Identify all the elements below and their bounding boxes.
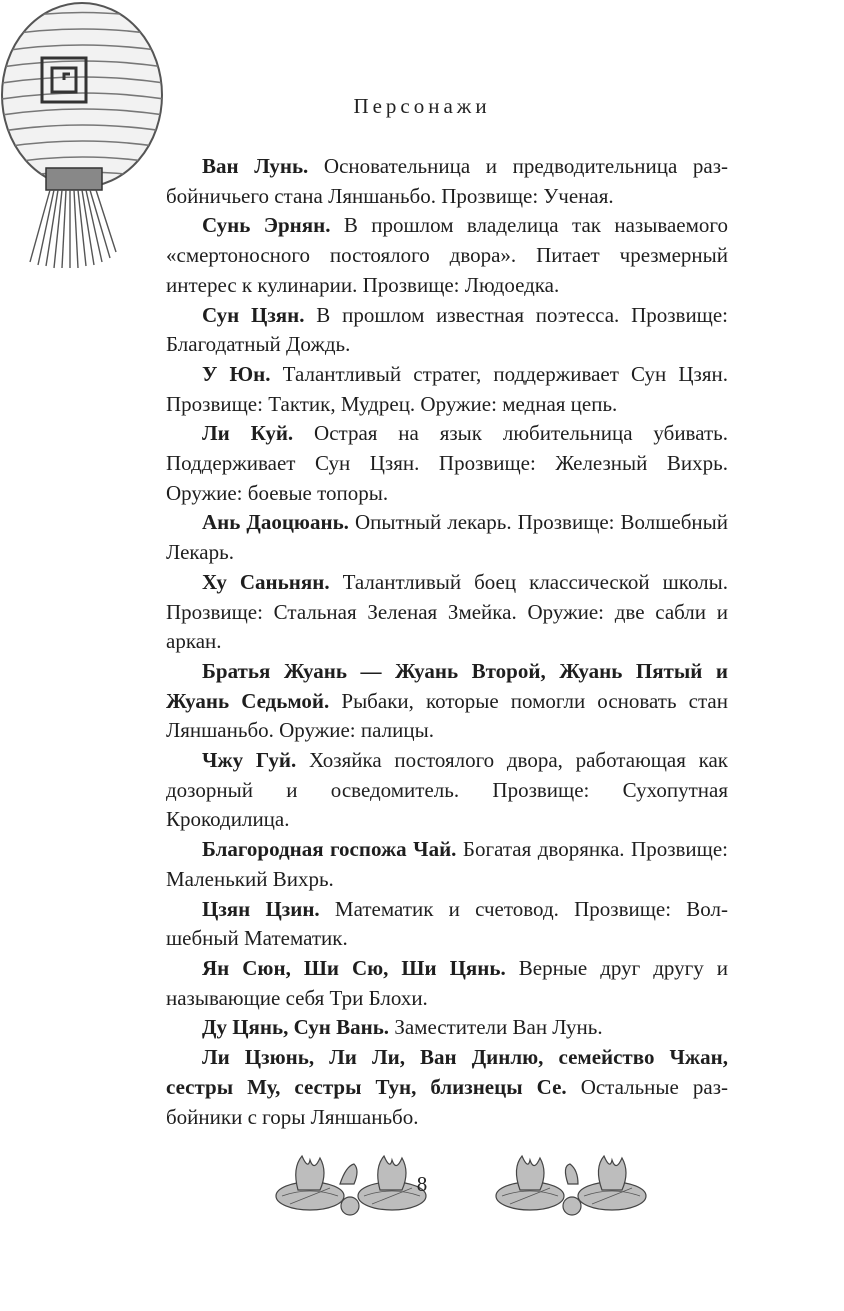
character-name: Ли Цзюнь, Ли Ли, Ван Динлю, семейство Чжан, сестры Му, сестры Тун, близнецы Се.: [166, 1045, 728, 1099]
character-description: Талантливый стратег, поддерживает Сун Цзян. Прозвище: Тактик, Мудрец. Оружие: медная цепь.: [166, 361, 728, 416]
character-entry: [166, 835, 728, 894]
character-entry: [166, 508, 728, 567]
character-entry: [166, 1043, 728, 1132]
character-description: Богатая дворянка. Прозвище: Маленький Вихрь.: [166, 837, 728, 891]
character-entry: [166, 1013, 728, 1043]
character-description: Хозяйка постоялого двора, работающая как дозорный и осведомитель. Прозвище: Сухопутная Крокодилица.: [166, 748, 728, 832]
character-description: Верные друг другу и называющие себя Три Блохи.: [166, 955, 729, 1010]
running-header: [0, 94, 844, 119]
page-title: Персонажи: [353, 94, 491, 118]
character-name: Сунь Эрнян.: [202, 213, 331, 238]
character-entry: [166, 152, 728, 211]
page-footer: [0, 1150, 844, 1230]
lotus-ornament-icon: [492, 1150, 652, 1220]
character-entry: [166, 895, 728, 954]
character-name: Ли Куй.: [202, 421, 294, 446]
character-entry: [166, 657, 728, 746]
character-entry: [166, 954, 728, 1013]
character-description: Остальные разбойники с горы Ляншаньбо.: [166, 1074, 728, 1129]
character-description: Рыбаки, которые помогли основать стан Ляншаньбо. Оружие: палицы.: [166, 688, 728, 743]
character-description: Опытный лекарь. Прозвище: Волшебный Лекарь.: [166, 510, 728, 565]
character-name: Ху Саньнян.: [202, 569, 330, 594]
character-description: Острая на язык любительница убивать. Поддерживает Сун Цзян. Прозвище: Железный Вихрь. Оружие: боевые топоры.: [166, 421, 728, 505]
character-name: Цзян Цзин.: [202, 896, 320, 921]
character-name: У Юн.: [202, 361, 271, 386]
character-name: Сун Цзян.: [202, 302, 305, 327]
character-name: Благородная госпожа Чай.: [202, 837, 457, 862]
character-entry: [166, 419, 728, 508]
character-name: Ань Даоцюань.: [202, 510, 349, 535]
page-number: 8: [416, 1172, 428, 1196]
character-description: В прошлом известная поэтесса. Прозвище: Благодатный Дождь.: [166, 302, 729, 357]
lantern-illustration-icon: [0, 0, 180, 270]
character-entry: [166, 360, 728, 419]
character-entry: [166, 211, 728, 300]
character-description: В прошлом владелица так называемого «смертоносного постоялого двора». Питает чрезмерный интерес к кулинарии. Прозвище: Людоедка.: [166, 213, 728, 297]
character-name: Чжу Гуй.: [202, 748, 297, 773]
character-entry: [166, 568, 728, 657]
character-name: Ян Сюн, Ши Сю, Ши Цянь.: [202, 955, 506, 980]
character-entry: [166, 301, 728, 360]
character-description: Основательница и предводительница разбойничьего стана Ляншаньбо. Прозвище: Ученая.: [166, 154, 729, 208]
character-description: Математик и счетовод. Прозвище: Волшебный Математик.: [166, 896, 728, 951]
character-description: Заместители Ван Лунь.: [389, 1015, 603, 1040]
character-name: Ду Цянь, Сун Вань.: [202, 1015, 390, 1040]
character-entry: [166, 746, 728, 835]
character-description: Талантливый боец классической школы. Прозвище: Стальная Зеленая Змейка. Оружие: две сабли и аркан.: [166, 569, 729, 654]
character-list: [166, 152, 728, 1132]
character-name: Ван Лунь.: [202, 154, 309, 178]
character-name: Братья Жуань — Жуань Второй, Жуань Пятый и Жуань Седьмой.: [166, 658, 728, 713]
